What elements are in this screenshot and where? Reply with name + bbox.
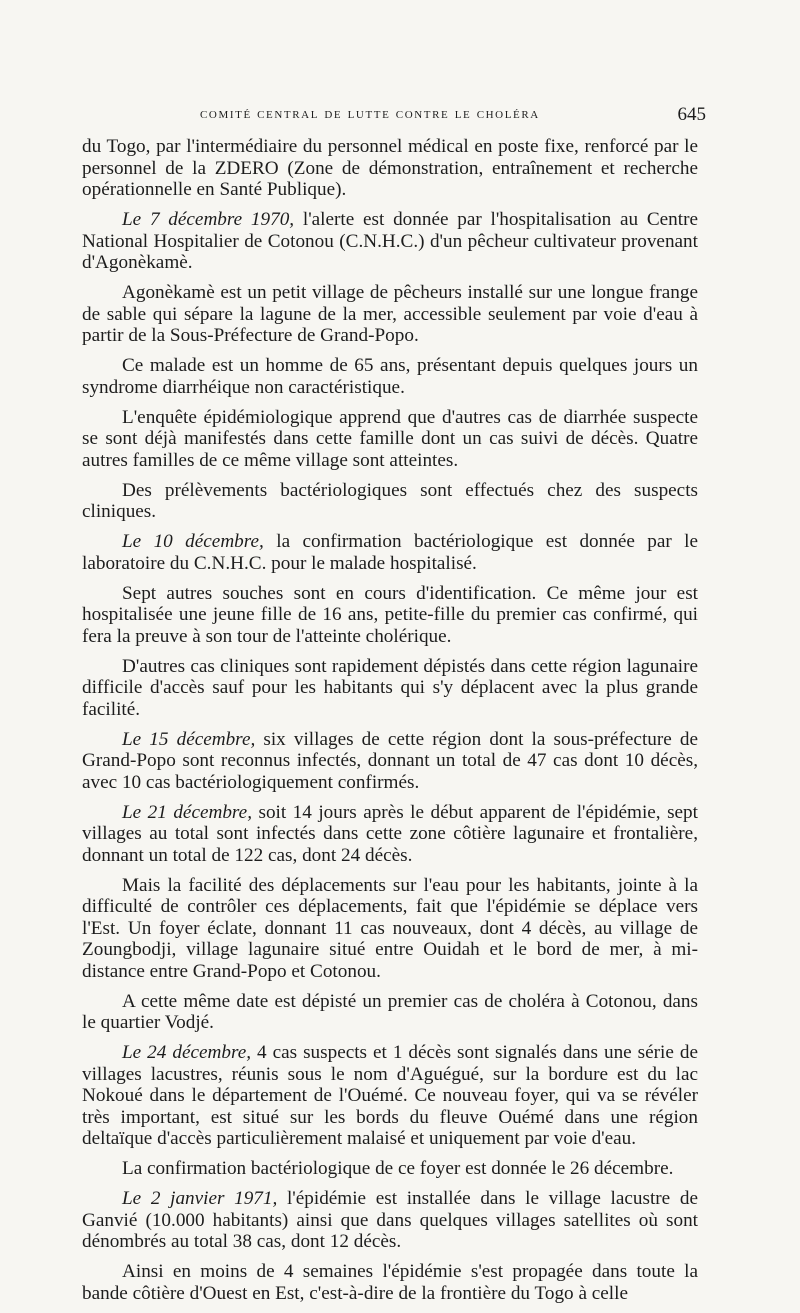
paragraph-text: La confirmation bactériologique de ce foyer est donnée le 26 décembre. <box>122 1158 674 1179</box>
paragraph-text: A cette même date est dépisté un premier cas de choléra à Cotonou, dans le quartier Vodjé. <box>82 990 698 1033</box>
paragraph <box>82 1261 698 1304</box>
paragraph <box>82 729 698 794</box>
paragraph-text: la confirmation bactériologique est donnée par le laboratoire du C.N.H.C. pour le malade hospitalisé. <box>82 531 698 574</box>
paragraph-text: 4 cas suspects et 1 décès sont signalés dans une série de villages lacustres, réunis sous le nom d'Aguégué, sur la bordure est du lac Nokoué dans le département de l'Ouémé. Ce nouveau foyer, qui va se révéler très important, est situé sur les bords du fleuve Ouémé dans une région deltaïque d'accès particulièrement malaisé et uniquement par voie d'eau. <box>82 1042 698 1149</box>
paragraph <box>82 583 698 648</box>
page-header <box>82 102 706 130</box>
paragraph-text: L'enquête épidémiologique apprend que d'autres cas de diarrhée suspecte se sont déjà manifestés dans cette famille dont un cas suivi de décès. Quatre autres familles de ce même village sont atteintes. <box>82 406 698 471</box>
paragraph <box>82 875 698 983</box>
paragraph-date: Le 21 décembre, <box>122 801 252 823</box>
paragraph <box>82 136 698 201</box>
paragraph-text: Ce malade est un homme de 65 ans, présentant depuis quelques jours un syndrome diarrhéique non caractéristique. <box>82 355 698 398</box>
paragraph <box>82 991 698 1034</box>
paragraph-text: D'autres cas cliniques sont rapidement dépistés dans cette région lagunaire difficile d'accès sauf pour les habitants qui s'y déplacent avec la plus grande facilité. <box>82 655 698 720</box>
body-text <box>82 136 698 1313</box>
paragraph-text: Des prélèvements bactériologiques sont effectués chez des suspects cliniques. <box>82 479 698 522</box>
paragraph-text: l'épidémie est installée dans le village lacustre de Ganvié (10.000 habitants) ainsi que dans quelques villages satellites où sont dénombrés au total 38 cas, dont 12 décès. <box>82 1188 698 1252</box>
paragraph-date: Le 24 décembre, <box>122 1042 252 1063</box>
paragraph <box>82 209 698 274</box>
paragraph-text: Ainsi en moins de 4 semaines l'épidémie s'est propagée dans toute la bande côtière d'Ouest en Est, c'est-à-dire de la frontière du Togo à celle <box>82 1261 698 1304</box>
paragraph-text: six villages de cette région dont la sous-préfecture de Grand-Popo sont reconnus infectés, donnant un total de 47 cas dont 10 décès, avec 10 cas bactériologiquement confirmés. <box>82 728 698 793</box>
paragraph-text: soit 14 jours après le début apparent de l'épidémie, sept villages au total sont infectés dans cette zone côtière lagunaire et frontalière, donnant un total de 122 cas, dont 24 décès. <box>82 801 698 866</box>
paragraph <box>82 656 698 721</box>
paragraph <box>82 1158 698 1180</box>
paragraph-date: Le 7 décembre 1970, <box>122 209 295 230</box>
running-title: comité central de lutte contre le choléra <box>200 106 540 122</box>
paragraph-date: Le 15 décembre, <box>122 728 256 750</box>
paragraph-text: Mais la facilité des déplacements sur l'eau pour les habitants, jointe à la difficulté de contrôler ces déplacements, fait que l'épidémie se déplace vers l'Est. Un foyer éclate, donnant 11 cas nouveaux, dont 4 décès, au village de Zoungbodji, village lagunaire situé entre Ouidah et le bord de mer, à mi-distance entre Grand-Popo et Cotonou. <box>82 874 698 982</box>
paragraph-date: Le 2 janvier 1971, <box>122 1188 278 1209</box>
paragraph <box>82 355 698 398</box>
paragraph-text: Agonèkamè est un petit village de pêcheurs installé sur une longue frange de sable qui sépare la lagune de la mer, accessible seulement par voie d'eau à partir de la Sous-Préfecture de Grand-Popo. <box>82 282 698 346</box>
paragraph-date: Le 10 décembre, <box>122 531 264 552</box>
paragraph-text: du Togo, par l'intermédiaire du personnel médical en poste fixe, renforcé par le personnel de la ZDERO (Zone de démonstration, entraînement et recherche opérationnelle en Santé Publique). <box>82 136 698 200</box>
paragraph-text: Sept autres souches sont en cours d'identification. Ce même jour est hospitalisée une jeune fille de 16 ans, petite-fille du premier cas confirmé, qui fera la preuve à son tour de l'atteinte cholérique. <box>82 582 698 647</box>
paragraph-text: l'alerte est donnée par l'hospitalisation au Centre National Hospitalier de Cotonou (C.N.H.C.) d'un pêcheur cultivateur provenant d'Agonèkamè. <box>82 209 698 273</box>
paragraph <box>82 531 698 574</box>
page-number: 645 <box>677 104 706 125</box>
paragraph <box>82 480 698 523</box>
paragraph <box>82 802 698 867</box>
paragraph <box>82 407 698 472</box>
paragraph <box>82 282 698 347</box>
paragraph <box>82 1188 698 1253</box>
paragraph <box>82 1042 698 1150</box>
